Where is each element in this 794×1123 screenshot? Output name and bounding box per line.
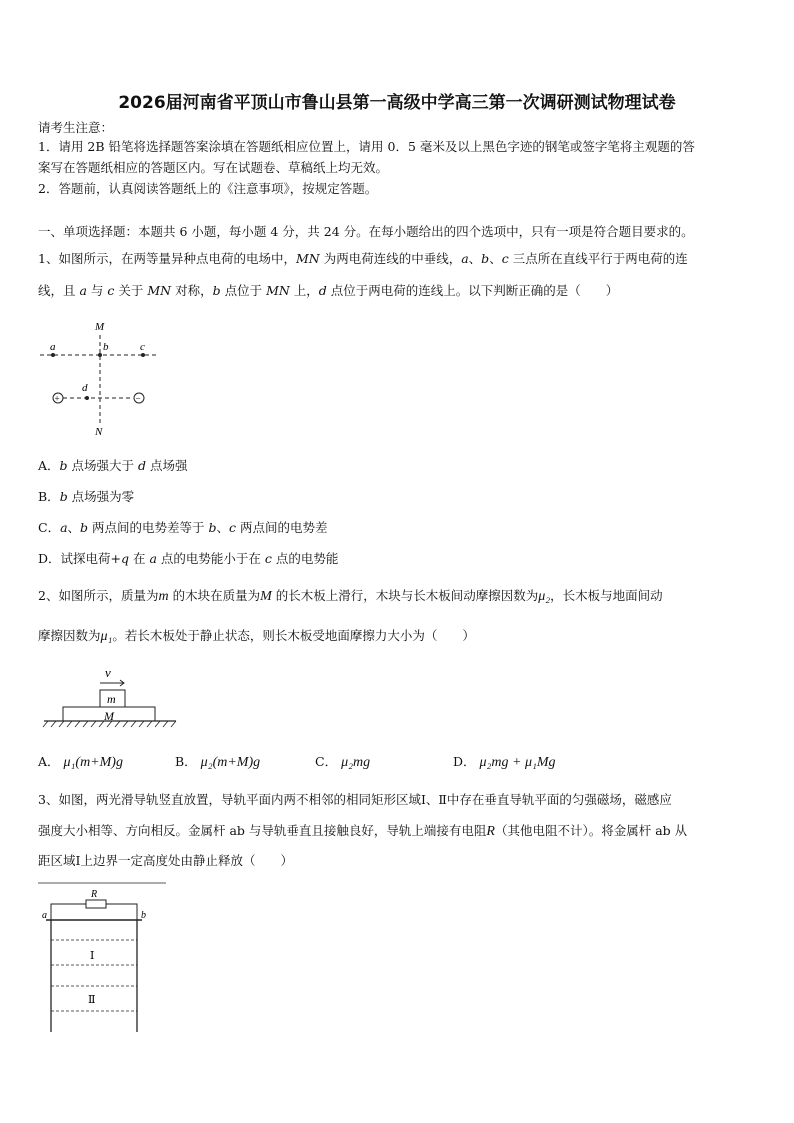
label-v: v: [105, 665, 111, 680]
label-a: a: [50, 341, 56, 353]
point-c-dot: [141, 353, 145, 357]
q1-charge-field-figure: [40, 315, 170, 440]
negative-sign: −: [135, 393, 141, 404]
q2-option-a[interactable]: A． μ₁(m+M)g: [38, 754, 123, 770]
exam-title: 2026届河南省平顶山市鲁山县第一高级中学高三第一次调研测试物理试卷: [118, 93, 676, 113]
right-top-wire: [106, 904, 137, 920]
q1-option-c[interactable]: C．a、b 两点间的电势差等于 b、c 两点间的电势差: [38, 520, 328, 535]
label-a-rod: a: [42, 910, 47, 921]
left-top-wire: [51, 904, 86, 920]
q3-stem-line-1: 3、如图，两光滑导轨竖直放置，导轨平面内两不相邻的相同矩形区域Ⅰ、Ⅱ中存在垂直导轨平面的匀强磁场，磁感应: [38, 792, 672, 807]
q1-stem-line-1: 1、如图所示，在两等量异种点电荷的电场中，MN 为两电荷连线的中垂线，a、b、c 三点所在直线平行于两电荷的连: [38, 251, 688, 266]
label-region-I: Ⅰ: [90, 950, 95, 962]
positive-sign: +: [54, 393, 60, 404]
q2-block-board-figure: [40, 664, 180, 734]
section-heading-single-choice: 一、单项选择题：本题共 6 小题，每小题 4 分，共 24 分。在每小题给出的四个选项中，只有一项是符合题目要求的。: [38, 224, 694, 239]
notice-item-1-line-1: 1．请用 2B 铅笔将选择题答案涂填在答题纸相应位置上，请用 0．5 毫米及以上黑色字迹的钢笔或签字笔将主观题的答: [38, 139, 695, 154]
q3-stem-line-2: 强度大小相等、方向相反。金属杆 ab 与导轨垂直且接触良好，导轨上端接有电阻R（其他电阻不计）。将金属杆 ab 从: [38, 823, 688, 839]
q1-option-b[interactable]: B．b 点场强为零: [38, 489, 135, 504]
point-a-dot: [51, 353, 55, 357]
label-m: m: [107, 692, 116, 706]
q1-option-d[interactable]: D．试探电荷+q 在 a 点的电势能小于在 c 点的电势能: [38, 551, 339, 566]
label-N: N: [95, 426, 103, 438]
q3-stem-line-3: 距区域Ⅰ上边界一定高度处由静止释放（ ）: [38, 853, 293, 868]
point-b-dot: [98, 353, 102, 357]
q2-stem-line-1: 2、如图所示，质量为m 的木块在质量为M 的长木板上滑行，木块与长木板间动摩擦因数为μ₂，长木板与地面间动: [38, 588, 663, 604]
resistor-R: [86, 900, 106, 908]
label-M: M: [95, 321, 105, 333]
q1-option-a[interactable]: A．b 点场强大于 d 点场强: [38, 458, 188, 473]
q2-option-d[interactable]: D． μ₂mg + μ₁Mg: [453, 754, 556, 770]
q2-option-b[interactable]: B． μ₂(m+M)g: [175, 754, 261, 770]
q1-stem-line-2: 线，且 a 与 c 关于 MN 对称，b 点位于 MN 上，d 点位于两电荷的连线上。以下判断正确的是（ ）: [38, 283, 619, 298]
label-b: b: [103, 341, 109, 353]
label-R: R: [91, 889, 98, 900]
label-b-rod: b: [141, 910, 146, 921]
label-d: d: [82, 382, 88, 394]
label-c: c: [140, 341, 145, 353]
notice-item-2: 2．答题前，认真阅读答题纸上的《注意事项》，按规定答题。: [38, 181, 378, 196]
notice-heading: 请考生注意：: [38, 120, 114, 135]
notice-item-1-line-2: 案写在答题纸相应的答题区内。写在试题卷、草稿纸上均无效。: [38, 160, 389, 175]
q2-stem-line-2: 摩擦因数为μ₁。若长木板处于静止状态，则长木板受地面摩擦力大小为（ ）: [38, 628, 475, 644]
q2-option-c[interactable]: C． μ₂mg: [315, 754, 371, 770]
label-M-board: M: [104, 709, 114, 723]
point-d-dot: [85, 396, 89, 400]
q3-rail-magnetic-field-figure: [38, 880, 173, 1040]
label-region-II: Ⅱ: [88, 994, 96, 1006]
